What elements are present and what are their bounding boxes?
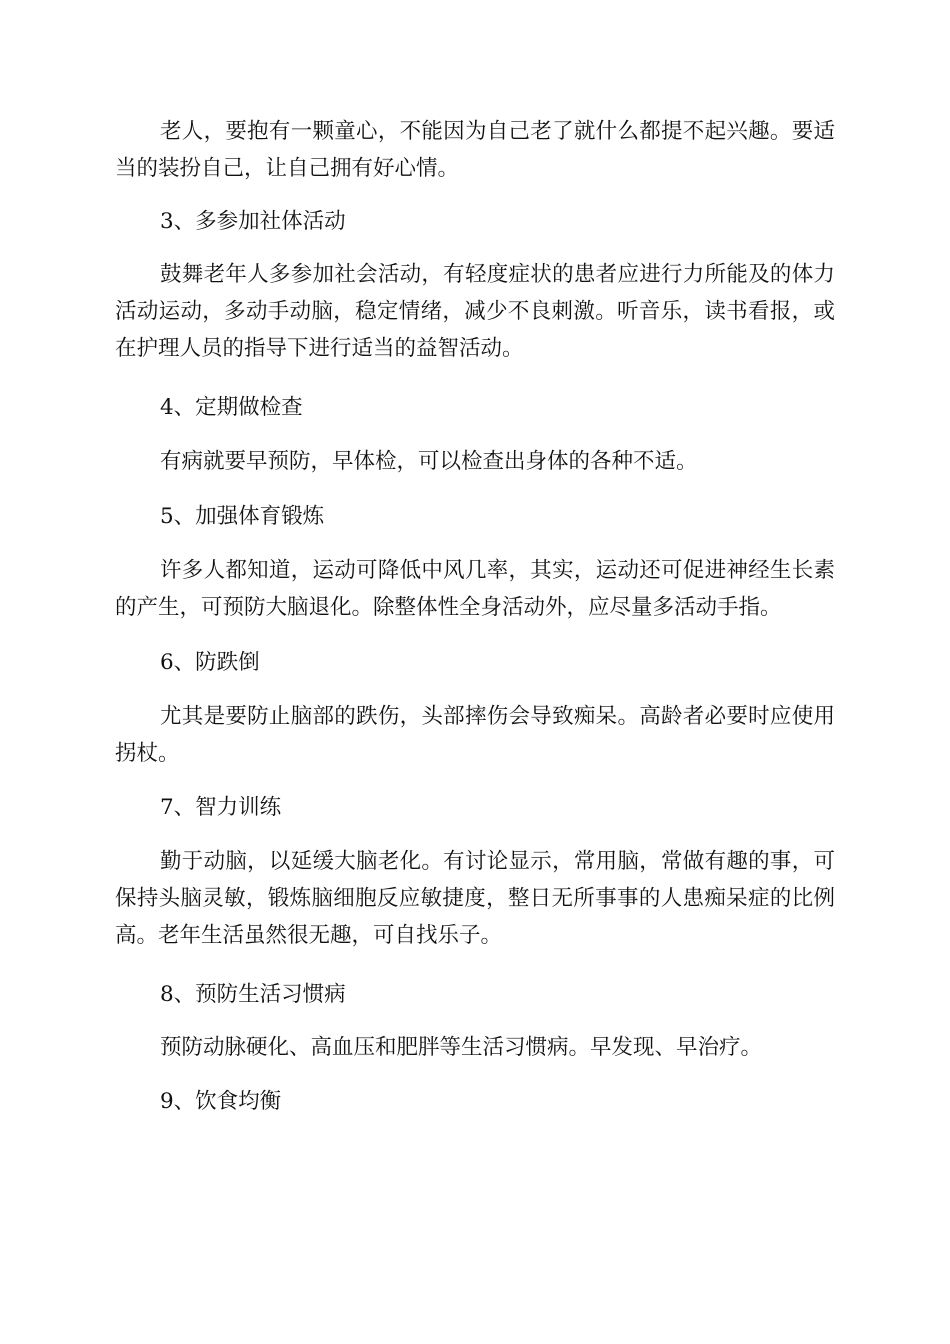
heading-regular-checkups: 4、定期做检查 [160,395,303,420]
heading-fall-prevention: 6、防跌倒 [160,650,260,675]
paragraph-physical-exercise: 许多人都知道，运动可降低中风几率，其实，运动还可促进神经生长素的产生，可预防大脑退化。除整体性全身活动外，应尽量多活动手指。 [115,558,835,620]
heading-brain-training: 7、智力训练 [160,795,282,820]
heading-lifestyle-disease: 8、预防生活习惯病 [160,982,346,1007]
heading-social-activities: 3、多参加社体活动 [160,209,346,234]
paragraph-childlike-heart: 老人，要抱有一颗童心，不能因为自己老了就什么都提不起兴趣。要适当的装扮自己，让自己拥有好心情。 [115,119,835,181]
paragraph-regular-checkups: 有病就要早预防，早体检，可以检查出身体的各种不适。 [160,449,698,474]
paragraph-fall-prevention: 尤其是要防止脑部的跌伤，头部摔伤会导致痴呆。高龄者必要时应使用拐杖。 [115,704,835,766]
paragraph-lifestyle-disease: 预防动脉硬化、高血压和肥胖等生活习惯病。早发现、早治疗。 [160,1035,763,1060]
paragraph-social-activities: 鼓舞老年人多参加社会活动，有轻度症状的患者应进行力所能及的体力活动运动，多动手动脑，稳定情绪，减少不良刺激。听音乐，读书看报，或在护理人员的指导下进行适当的益智活动。 [115,262,835,361]
heading-physical-exercise: 5、加强体育锻炼 [160,504,325,529]
heading-balanced-diet: 9、饮食均衡 [160,1089,282,1114]
paragraph-brain-training: 勤于动脑，以延缓大脑老化。有讨论显示，常用脑，常做有趣的事，可保持头脑灵敏，锻炼脑细胞反应敏捷度，整日无所事事的人患痴呆症的比例高。老年生活虽然很无趣，可自找乐子。 [115,849,835,948]
